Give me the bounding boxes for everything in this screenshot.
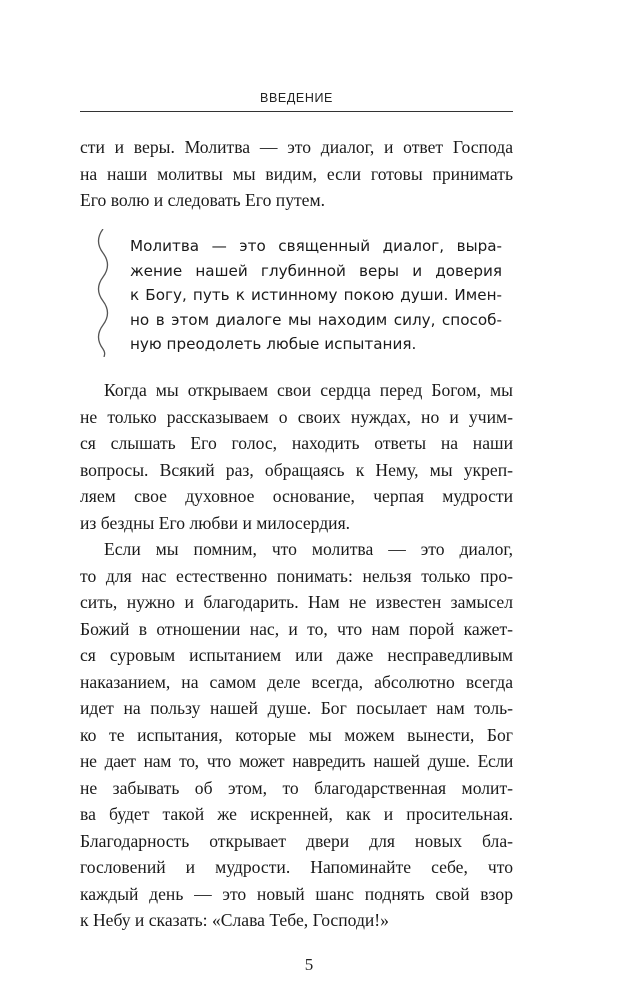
text-line: ся слышать Его голос, находить ответы на наши [80, 433, 513, 453]
running-title: ВВЕДЕНИЕ [260, 91, 333, 105]
text-line: на наши молитвы мы видим, если готовы принимать [80, 163, 513, 184]
text-line: не только рассказываем о своих нуждах, но и учим- [80, 406, 513, 427]
text-line: ва будет такой же искренней, как и просительная. [80, 804, 513, 824]
text-line: то для нас естественно понимать: нельзя только про- [80, 565, 513, 586]
text-line: не дает нам то, что может навредить нашей душе. Если [80, 751, 513, 771]
text-line: каждый день — это новый шанс поднять свой взор [80, 883, 513, 904]
text-line: Божий в отношении нас, и то, что нам порой кажет- [80, 618, 513, 639]
text-line: Благодарность открывает двери для новых бла- [80, 830, 513, 851]
quote-line: Молитва — это священный диалог, выра- [130, 237, 502, 255]
text-line: ся суровым испытанием или даже несправедливым [80, 645, 513, 665]
text-line: из бездны Его любви и милосердия. [80, 512, 351, 533]
text-line: наказанием, на самом деле всегда, абсолютно всегда [80, 671, 513, 692]
text-line: вопросы. Всякий раз, обращаясь к Нему, мы укреп- [80, 459, 513, 480]
text-line: идет на пользу нашей душе. Бог посылает нам толь- [80, 698, 513, 718]
text-line: Его волю и следовать Его путем. [80, 190, 326, 210]
quote-line: но в этом диалоге мы находим силу, способ- [130, 310, 502, 329]
text-line: ляем свое духовное основание, черпая мудрости [80, 486, 513, 506]
quote-line: жение нашей глубинной веры и доверия [130, 261, 502, 280]
text-line: ко те испытания, которые мы можем вынести, Бог [80, 724, 513, 745]
page-number: 5 [304, 955, 314, 974]
text-line: к Небу и сказать: «Слава Тебе, Господи!» [80, 910, 389, 930]
quote-line: ную преодолеть любые испытания. [130, 335, 417, 353]
text-line: Когда мы открываем свои сердца перед Богом, мы [104, 380, 513, 400]
text-line: сти и веры. Молитва — это диалог, и ответ Господа [80, 137, 513, 157]
text-line: гословений и мудрости. Напоминайте себе, что [80, 857, 513, 877]
decorative-wave-icon [96, 229, 110, 357]
text-line: Если мы помним, что молитва — это диалог, [104, 539, 513, 559]
header-rule [80, 111, 513, 112]
quote-line: к Богу, путь к истинному покою души. Имен- [130, 286, 502, 304]
text-line: сить, нужно и благодарить. Нам не известен замысел [80, 592, 513, 612]
text-line: не забывать об этом, то благодарственная молит- [80, 777, 513, 798]
